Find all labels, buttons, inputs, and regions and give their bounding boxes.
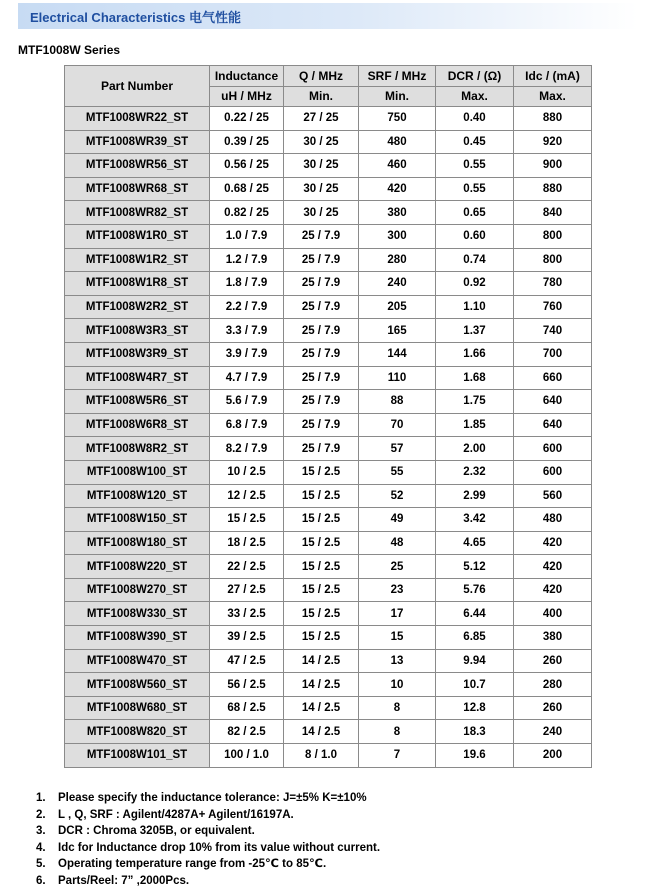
note-number: 6.	[36, 874, 46, 887]
cell-part-number: MTF1008WR68_ST	[65, 177, 210, 201]
cell-dcr: 1.37	[436, 319, 514, 343]
cell-q: 8 / 1.0	[284, 744, 359, 768]
cell-dcr: 1.10	[436, 295, 514, 319]
cell-srf: 55	[359, 460, 436, 484]
cell-inductance: 0.68 / 25	[210, 177, 284, 201]
cell-q: 30 / 25	[284, 154, 359, 178]
cell-srf: 480	[359, 130, 436, 154]
cell-srf: 8	[359, 720, 436, 744]
note-item	[36, 856, 380, 873]
cell-part-number: MTF1008W5R6_ST	[65, 390, 210, 414]
header-part-number: Part Number	[65, 66, 210, 107]
table-row	[65, 295, 592, 319]
cell-dcr: 12.8	[436, 696, 514, 720]
cell-inductance: 6.8 / 7.9	[210, 413, 284, 437]
cell-idc: 740	[514, 319, 592, 343]
cell-inductance: 56 / 2.5	[210, 673, 284, 697]
header-inductance: Inductance	[210, 66, 284, 87]
cell-idc: 880	[514, 107, 592, 131]
cell-inductance: 0.22 / 25	[210, 107, 284, 131]
cell-srf: 48	[359, 531, 436, 555]
cell-part-number: MTF1008W390_ST	[65, 626, 210, 650]
cell-dcr: 0.60	[436, 224, 514, 248]
cell-q: 25 / 7.9	[284, 437, 359, 461]
electrical-characteristics-table	[64, 65, 592, 768]
cell-inductance: 22 / 2.5	[210, 555, 284, 579]
cell-q: 14 / 2.5	[284, 720, 359, 744]
cell-dcr: 0.55	[436, 154, 514, 178]
cell-dcr: 1.68	[436, 366, 514, 390]
cell-inductance: 15 / 2.5	[210, 508, 284, 532]
cell-idc: 480	[514, 508, 592, 532]
cell-dcr: 4.65	[436, 531, 514, 555]
cell-q: 15 / 2.5	[284, 602, 359, 626]
cell-srf: 17	[359, 602, 436, 626]
table-row	[65, 224, 592, 248]
cell-q: 15 / 2.5	[284, 531, 359, 555]
table-header-row-1	[65, 66, 592, 87]
cell-dcr: 1.85	[436, 413, 514, 437]
table-row	[65, 272, 592, 296]
cell-part-number: MTF1008W6R8_ST	[65, 413, 210, 437]
cell-part-number: MTF1008W820_ST	[65, 720, 210, 744]
section-title: Electrical Characteristics 电气性能	[30, 10, 241, 25]
cell-inductance: 2.2 / 7.9	[210, 295, 284, 319]
cell-dcr: 2.99	[436, 484, 514, 508]
cell-part-number: MTF1008W4R7_ST	[65, 366, 210, 390]
cell-q: 30 / 25	[284, 130, 359, 154]
cell-inductance: 1.8 / 7.9	[210, 272, 284, 296]
cell-part-number: MTF1008W120_ST	[65, 484, 210, 508]
table-row	[65, 342, 592, 366]
header-q: Q / MHz	[284, 66, 359, 87]
cell-part-number: MTF1008W470_ST	[65, 649, 210, 673]
cell-idc: 420	[514, 555, 592, 579]
table-row	[65, 578, 592, 602]
cell-idc: 920	[514, 130, 592, 154]
cell-idc: 400	[514, 602, 592, 626]
cell-idc: 420	[514, 578, 592, 602]
cell-idc: 640	[514, 413, 592, 437]
cell-part-number: MTF1008W220_ST	[65, 555, 210, 579]
cell-dcr: 0.55	[436, 177, 514, 201]
table-row	[65, 390, 592, 414]
cell-srf: 10	[359, 673, 436, 697]
cell-inductance: 12 / 2.5	[210, 484, 284, 508]
table-row	[65, 130, 592, 154]
cell-srf: 13	[359, 649, 436, 673]
cell-part-number: MTF1008W2R2_ST	[65, 295, 210, 319]
cell-q: 25 / 7.9	[284, 272, 359, 296]
cell-inductance: 39 / 2.5	[210, 626, 284, 650]
note-number: 1.	[36, 792, 46, 804]
cell-dcr: 0.45	[436, 130, 514, 154]
cell-idc: 700	[514, 342, 592, 366]
note-item	[36, 807, 380, 824]
table-row	[65, 107, 592, 131]
cell-q: 25 / 7.9	[284, 295, 359, 319]
note-item	[36, 873, 380, 890]
cell-dcr: 2.00	[436, 437, 514, 461]
cell-inductance: 1.0 / 7.9	[210, 224, 284, 248]
cell-q: 25 / 7.9	[284, 342, 359, 366]
cell-idc: 240	[514, 720, 592, 744]
table-row	[65, 649, 592, 673]
cell-srf: 70	[359, 413, 436, 437]
cell-idc: 640	[514, 390, 592, 414]
cell-part-number: MTF1008W101_ST	[65, 744, 210, 768]
cell-q: 15 / 2.5	[284, 484, 359, 508]
cell-part-number: MTF1008W8R2_ST	[65, 437, 210, 461]
cell-dcr: 9.94	[436, 649, 514, 673]
cell-srf: 52	[359, 484, 436, 508]
cell-idc: 260	[514, 649, 592, 673]
note-item	[36, 840, 380, 857]
cell-idc: 560	[514, 484, 592, 508]
cell-q: 25 / 7.9	[284, 224, 359, 248]
cell-q: 15 / 2.5	[284, 578, 359, 602]
table-row	[65, 531, 592, 555]
cell-dcr: 10.7	[436, 673, 514, 697]
cell-dcr: 0.40	[436, 107, 514, 131]
cell-inductance: 0.82 / 25	[210, 201, 284, 225]
header-srf-unit: Min.	[359, 86, 436, 107]
cell-srf: 144	[359, 342, 436, 366]
cell-q: 15 / 2.5	[284, 460, 359, 484]
cell-inductance: 5.6 / 7.9	[210, 390, 284, 414]
table-row	[65, 720, 592, 744]
table-row	[65, 555, 592, 579]
cell-part-number: MTF1008W270_ST	[65, 578, 210, 602]
cell-inductance: 0.56 / 25	[210, 154, 284, 178]
cell-q: 25 / 7.9	[284, 366, 359, 390]
table-row	[65, 673, 592, 697]
table-row	[65, 319, 592, 343]
note-text: Operating temperature range from -25℃ to 85℃.	[58, 858, 327, 870]
header-dcr-unit: Max.	[436, 86, 514, 107]
cell-inductance: 10 / 2.5	[210, 460, 284, 484]
cell-dcr: 2.32	[436, 460, 514, 484]
cell-dcr: 6.85	[436, 626, 514, 650]
note-number: 5.	[36, 858, 46, 870]
note-number: 3.	[36, 825, 46, 837]
note-item	[36, 823, 380, 840]
cell-dcr: 1.66	[436, 342, 514, 366]
cell-part-number: MTF1008W1R0_ST	[65, 224, 210, 248]
cell-inductance: 18 / 2.5	[210, 531, 284, 555]
cell-q: 15 / 2.5	[284, 626, 359, 650]
table-row	[65, 460, 592, 484]
cell-part-number: MTF1008W3R3_ST	[65, 319, 210, 343]
table-row	[65, 154, 592, 178]
header-dcr: DCR / (Ω)	[436, 66, 514, 87]
table-row	[65, 602, 592, 626]
cell-idc: 600	[514, 437, 592, 461]
cell-part-number: MTF1008WR39_ST	[65, 130, 210, 154]
cell-inductance: 100 / 1.0	[210, 744, 284, 768]
table-row	[65, 413, 592, 437]
table-row	[65, 437, 592, 461]
note-text: DCR : Chroma 3205B, or equivalent.	[58, 825, 255, 837]
cell-idc: 280	[514, 673, 592, 697]
cell-dcr: 0.74	[436, 248, 514, 272]
cell-srf: 460	[359, 154, 436, 178]
cell-idc: 600	[514, 460, 592, 484]
note-text: Please specify the inductance tolerance: J=±5% K=±10%	[58, 792, 367, 804]
cell-q: 14 / 2.5	[284, 673, 359, 697]
cell-dcr: 0.65	[436, 201, 514, 225]
cell-idc: 800	[514, 248, 592, 272]
cell-idc: 260	[514, 696, 592, 720]
cell-dcr: 0.92	[436, 272, 514, 296]
series-title: MTF1008W Series	[18, 43, 121, 57]
cell-inductance: 33 / 2.5	[210, 602, 284, 626]
cell-idc: 880	[514, 177, 592, 201]
cell-inductance: 8.2 / 7.9	[210, 437, 284, 461]
cell-dcr: 5.76	[436, 578, 514, 602]
cell-part-number: MTF1008W3R9_ST	[65, 342, 210, 366]
cell-part-number: MTF1008WR82_ST	[65, 201, 210, 225]
cell-idc: 420	[514, 531, 592, 555]
header-inductance-unit: uH / MHz	[210, 86, 284, 107]
cell-idc: 900	[514, 154, 592, 178]
cell-part-number: MTF1008W180_ST	[65, 531, 210, 555]
cell-idc: 760	[514, 295, 592, 319]
cell-q: 14 / 2.5	[284, 696, 359, 720]
cell-q: 25 / 7.9	[284, 248, 359, 272]
cell-srf: 165	[359, 319, 436, 343]
table-row	[65, 696, 592, 720]
cell-srf: 110	[359, 366, 436, 390]
cell-part-number: MTF1008WR22_ST	[65, 107, 210, 131]
cell-inductance: 4.7 / 7.9	[210, 366, 284, 390]
cell-srf: 280	[359, 248, 436, 272]
cell-inductance: 0.39 / 25	[210, 130, 284, 154]
table-row	[65, 366, 592, 390]
cell-part-number: MTF1008W680_ST	[65, 696, 210, 720]
header-q-unit: Min.	[284, 86, 359, 107]
cell-dcr: 3.42	[436, 508, 514, 532]
cell-dcr: 18.3	[436, 720, 514, 744]
cell-part-number: MTF1008W560_ST	[65, 673, 210, 697]
cell-q: 25 / 7.9	[284, 319, 359, 343]
cell-inductance: 68 / 2.5	[210, 696, 284, 720]
header-idc: Idc / (mA)	[514, 66, 592, 87]
cell-part-number: MTF1008W330_ST	[65, 602, 210, 626]
cell-srf: 49	[359, 508, 436, 532]
cell-inductance: 47 / 2.5	[210, 649, 284, 673]
table-row	[65, 484, 592, 508]
cell-srf: 8	[359, 696, 436, 720]
cell-srf: 380	[359, 201, 436, 225]
cell-part-number: MTF1008W150_ST	[65, 508, 210, 532]
cell-idc: 200	[514, 744, 592, 768]
table-row	[65, 508, 592, 532]
cell-q: 27 / 25	[284, 107, 359, 131]
table-row	[65, 626, 592, 650]
cell-idc: 800	[514, 224, 592, 248]
cell-part-number: MTF1008W1R2_ST	[65, 248, 210, 272]
cell-part-number: MTF1008W1R8_ST	[65, 272, 210, 296]
cell-inductance: 27 / 2.5	[210, 578, 284, 602]
table-row	[65, 248, 592, 272]
table-row	[65, 201, 592, 225]
note-number: 2.	[36, 808, 46, 821]
cell-dcr: 6.44	[436, 602, 514, 626]
notes-list	[36, 790, 380, 889]
cell-q: 14 / 2.5	[284, 649, 359, 673]
cell-srf: 57	[359, 437, 436, 461]
cell-idc: 380	[514, 626, 592, 650]
cell-srf: 15	[359, 626, 436, 650]
table-row	[65, 177, 592, 201]
table-row	[65, 744, 592, 768]
cell-dcr: 19.6	[436, 744, 514, 768]
note-number: 4.	[36, 841, 46, 854]
cell-q: 25 / 7.9	[284, 390, 359, 414]
table-body	[65, 107, 592, 768]
cell-part-number: MTF1008WR56_ST	[65, 154, 210, 178]
note-text: L , Q, SRF : Agilent/4287A+ Agilent/16197A.	[58, 808, 294, 821]
cell-q: 15 / 2.5	[284, 508, 359, 532]
cell-idc: 840	[514, 201, 592, 225]
cell-srf: 88	[359, 390, 436, 414]
cell-idc: 660	[514, 366, 592, 390]
cell-q: 30 / 25	[284, 201, 359, 225]
cell-part-number: MTF1008W100_ST	[65, 460, 210, 484]
note-text: Parts/Reel: 7” ,2000Pcs.	[58, 874, 190, 887]
note-text: Idc for Inductance drop 10% from its value without current.	[58, 841, 381, 854]
cell-inductance: 1.2 / 7.9	[210, 248, 284, 272]
cell-q: 30 / 25	[284, 177, 359, 201]
cell-srf: 240	[359, 272, 436, 296]
header-srf: SRF / MHz	[359, 66, 436, 87]
cell-srf: 300	[359, 224, 436, 248]
cell-srf: 25	[359, 555, 436, 579]
cell-q: 15 / 2.5	[284, 555, 359, 579]
cell-inductance: 82 / 2.5	[210, 720, 284, 744]
cell-inductance: 3.3 / 7.9	[210, 319, 284, 343]
cell-srf: 420	[359, 177, 436, 201]
cell-dcr: 5.12	[436, 555, 514, 579]
header-idc-unit: Max.	[514, 86, 592, 107]
cell-srf: 7	[359, 744, 436, 768]
cell-dcr: 1.75	[436, 390, 514, 414]
cell-idc: 780	[514, 272, 592, 296]
cell-q: 25 / 7.9	[284, 413, 359, 437]
cell-inductance: 3.9 / 7.9	[210, 342, 284, 366]
cell-srf: 23	[359, 578, 436, 602]
note-item	[36, 790, 380, 807]
cell-srf: 205	[359, 295, 436, 319]
cell-srf: 750	[359, 107, 436, 131]
